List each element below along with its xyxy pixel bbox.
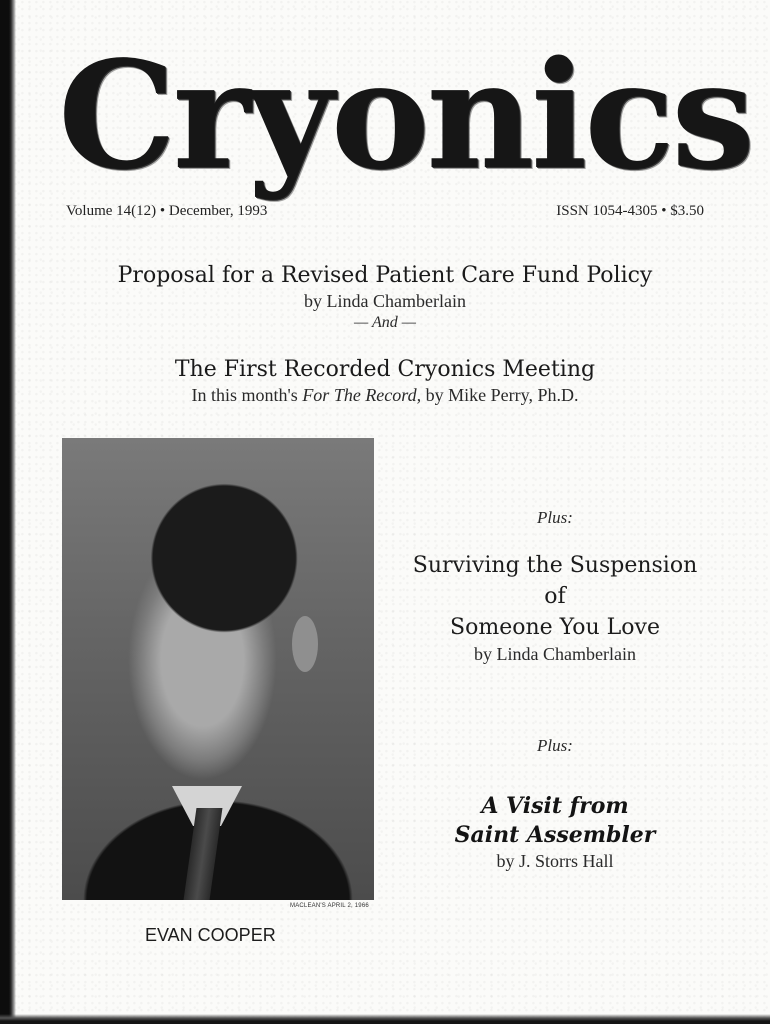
feature-2 — [0, 356, 770, 406]
plus-label-1-wrap — [390, 508, 720, 528]
feature-4-title-line-1: A Visit from — [481, 793, 629, 819]
feature-3 — [390, 550, 720, 665]
scan-edge-bottom — [0, 1014, 770, 1024]
feature-2-column-name: For The Record, — [302, 385, 422, 405]
and-connector: — And — — [354, 314, 416, 331]
feature-2-byline-suffix: by Mike Perry, Ph.D. — [421, 385, 579, 405]
feature-3-title-line-2: of — [544, 584, 566, 609]
photo-credit: MACLEAN'S APRIL 2, 1966 — [290, 903, 369, 909]
scan-edge-left — [0, 0, 16, 1024]
plus-label-2-wrap — [390, 736, 720, 756]
feature-3-title-line-3: Someone You Love — [450, 615, 660, 640]
plus-label-1: Plus: — [537, 508, 573, 527]
feature-1 — [0, 262, 770, 334]
cover-photo — [62, 438, 374, 900]
feature-4-title-line-2: Saint Assembler — [454, 822, 656, 848]
plus-label-2: Plus: — [537, 736, 573, 755]
photo-tie-shape — [184, 808, 223, 900]
feature-3-byline: by Linda Chamberlain — [474, 644, 636, 664]
photo-caption: EVAN COOPER — [145, 925, 276, 945]
feature-3-title-line-1: Surviving the Suspension — [412, 553, 698, 578]
masthead-title: Cryonics — [58, 28, 752, 202]
feature-2-byline-prefix: In this month's — [191, 385, 303, 405]
photo-ear-shape — [292, 616, 318, 672]
volume-date: Volume 14(12) • December, 1993 — [66, 203, 268, 219]
feature-1-title: Proposal for a Revised Patient Care Fund Policy — [117, 263, 653, 288]
feature-2-title: The First Recorded Cryonics Meeting — [174, 357, 596, 382]
feature-4-byline: by J. Storrs Hall — [496, 851, 614, 871]
feature-1-byline: by Linda Chamberlain — [304, 291, 466, 311]
issn-price: ISSN 1054-4305 • $3.50 — [556, 203, 704, 219]
feature-2-byline — [0, 384, 770, 406]
feature-4 — [390, 792, 720, 872]
